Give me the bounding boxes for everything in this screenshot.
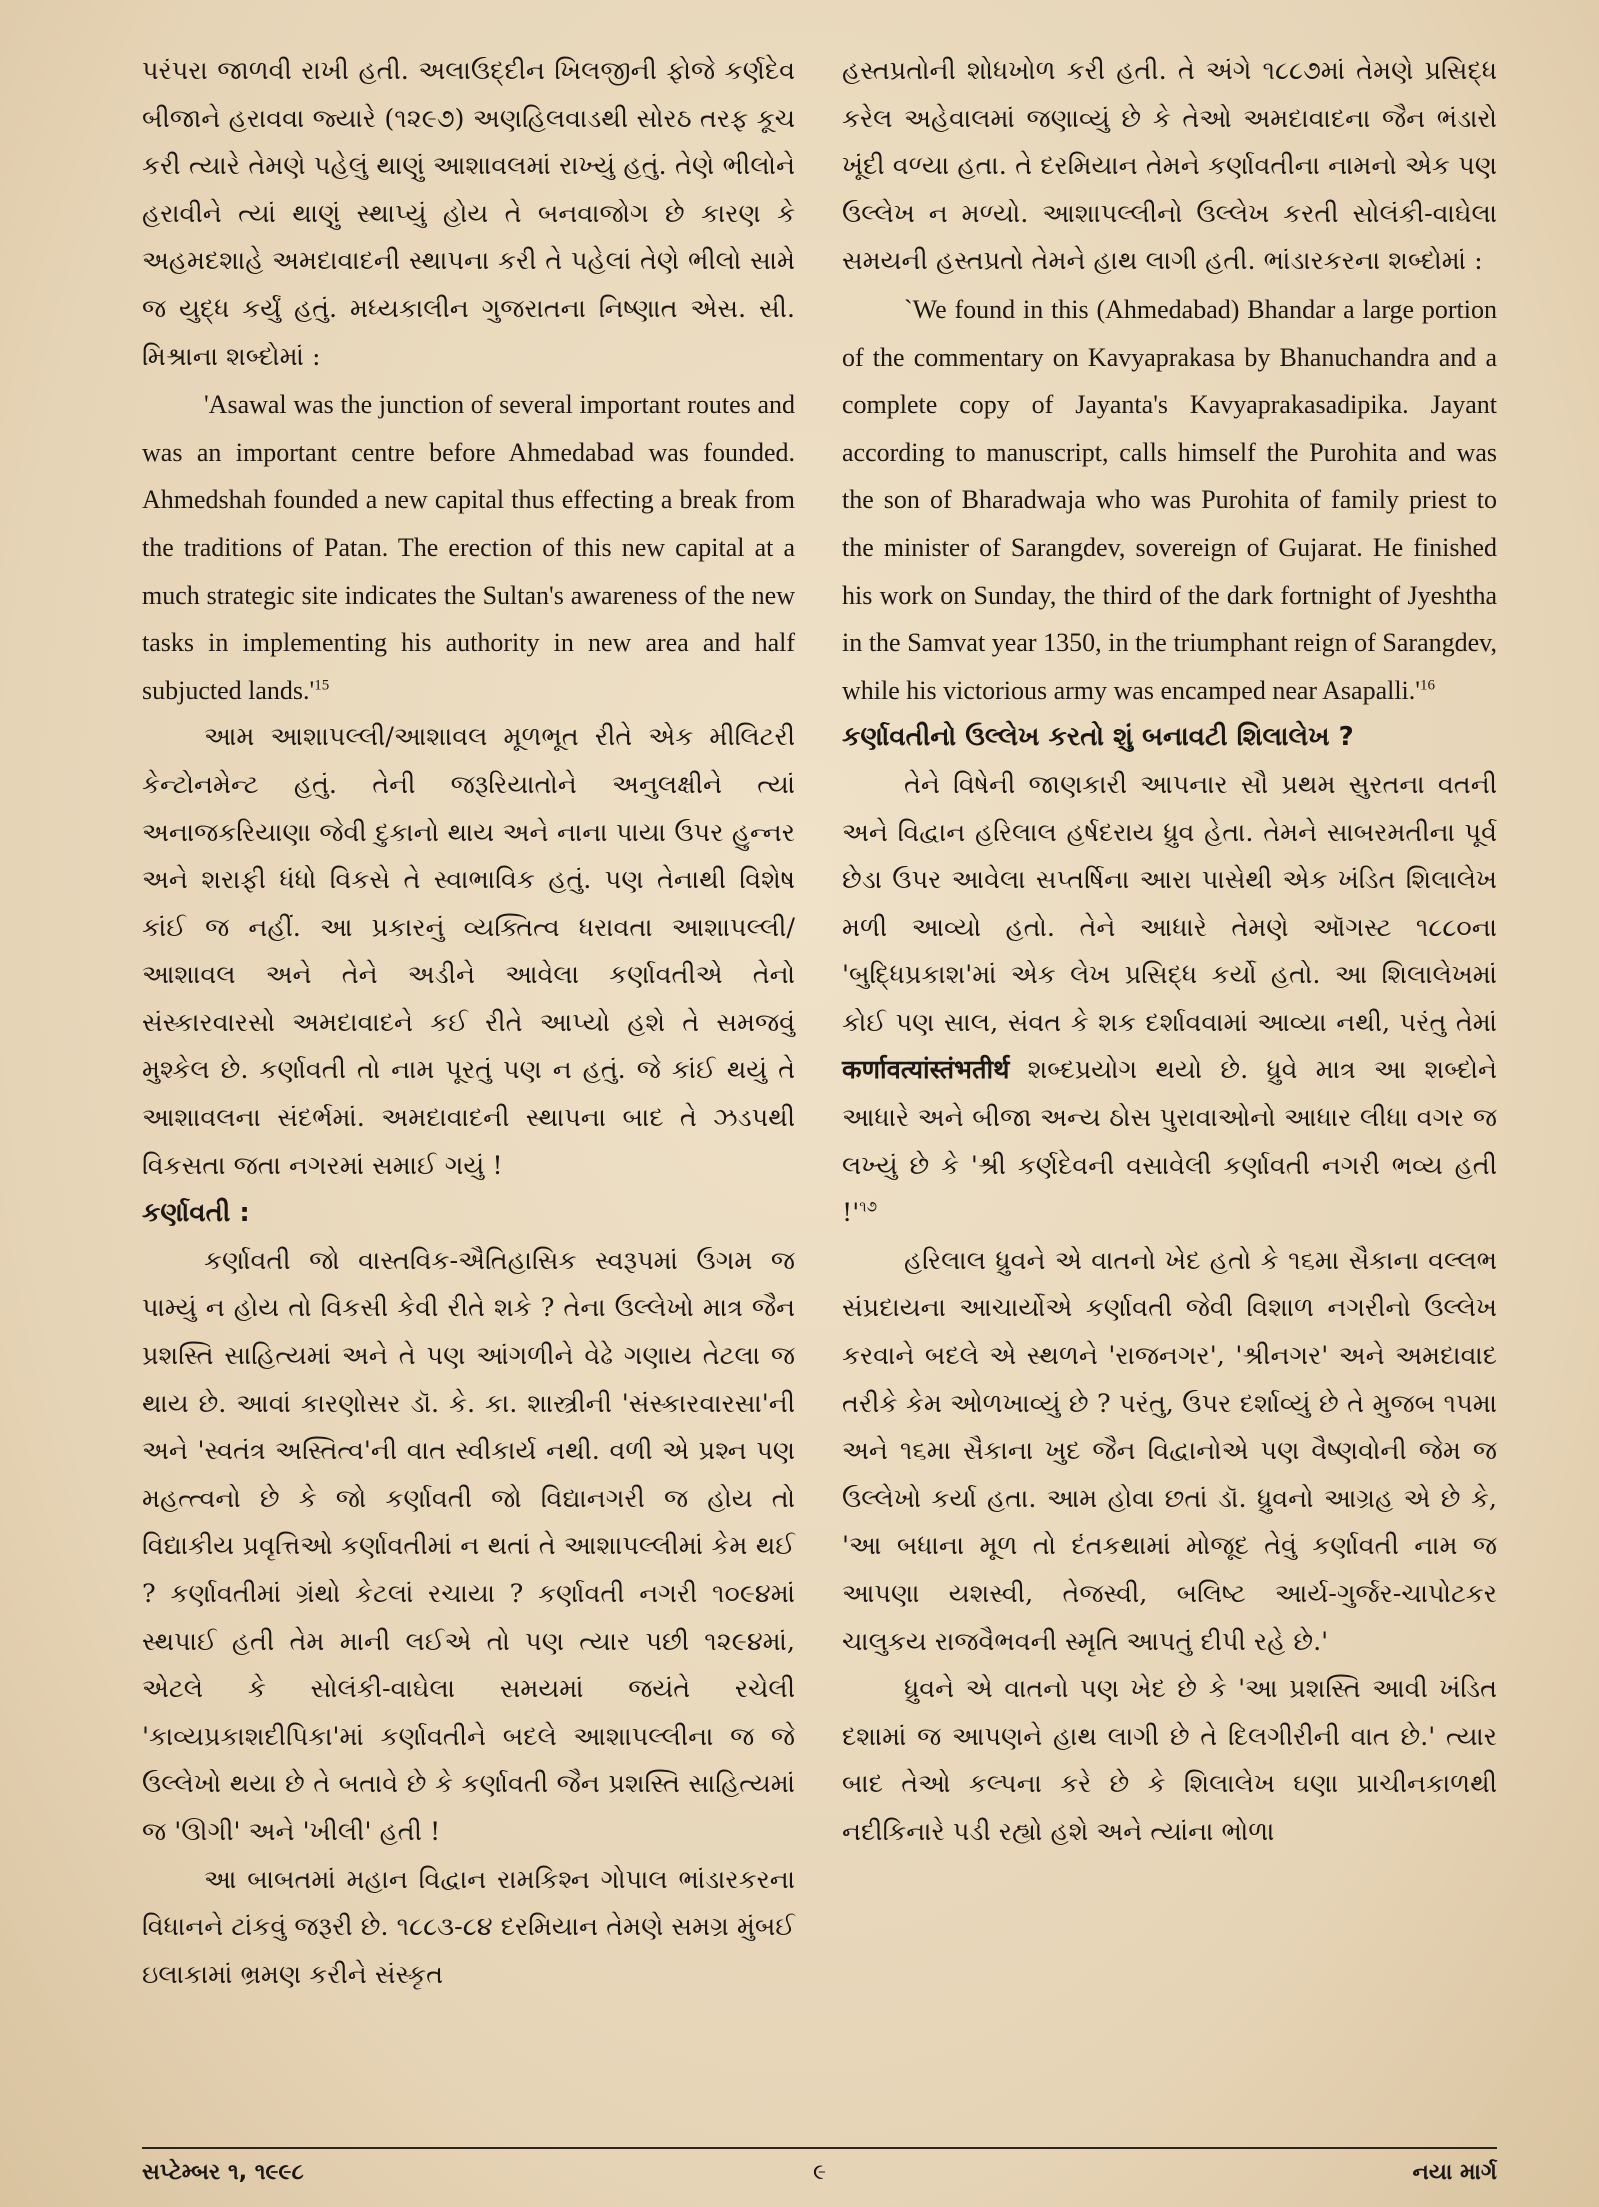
footnote-ref: 15 (314, 677, 330, 694)
paragraph (842, 762, 1497, 1238)
right-column (842, 48, 1497, 1857)
quote-text: 'Asawal was the junction of several important routes and was an important centre before Ahmedabad was founded. Ahmedshah founded a new capital thus effecting a break from the traditions of Patan. The erection of this new capital at a much strategic site indicates the Sultan's awareness of the new tasks in implementing his authority in new area and half subjucted lands.' (142, 390, 795, 705)
section-heading: કર્ણાવતી : (142, 1198, 250, 1229)
paragraph: હસ્તપ્રતોની શોધખોળ કરી હતી. તે અંગે ૧૮૮૭માં તેમણે પ્રસિદ્ધ કરેલ અહેવાલમાં જણાવ્યું છે કે તેઓ અમદાવાદના જૈન ભંડારો ખૂંદી વળ્યા હતા. તે દરમિયાન તેમને કર્ણાવતીના નામનો એક પણ ઉલ્લેખ ન મળ્યો. આશાપલ્લીનો ઉલ્લેખ કરતી સોલંકી-વાઘેલા સમયની હસ્તપ્રતો તેમને હાથ લાગી હતી. ભાંડારકરના શબ્દોમાં : (842, 56, 1497, 277)
footer-rule (142, 2147, 1497, 2149)
quote-misra (142, 381, 795, 714)
paragraph: ધ્રુવને એ વાતનો પણ ખેદ છે કે 'આ પ્રશસ્તિ આવી ખંડિત દશામાં જ આપણને હાથ લાગી છે તે દિલગીરીની વાત છે.' ત્યાર બાદ તેઓ કલ્પના કરે છે કે શિલાલેખ ઘણા પ્રાચીનકાળથી નદીકિનારે પડી રહ્યો હશે અને ત્યાંના ભોળા (842, 1674, 1497, 1847)
footnote-ref: ૧૭ (859, 1197, 878, 1216)
paragraph-text: તેને વિષેની જાણકારી આપનાર સૌ પ્રથમ સુરતના વતની અને વિદ્વાન હરિલાલ હર્ષદરાય ધ્રુવ હેતા. તેમને સાબરમતીના પૂર્વ છેડા ઉપર આવેલા સપ્તર્ષિના આરા પાસેથી એક ખંડિત શિલાલેખ મળી આવ્યો હતો. તેને આધારે તેમણે ઑગસ્ટ ૧૮૮૦ના 'બુદ્ધિપ્રકાશ'માં એક લેખ પ્રસિદ્ધ કર્યો હતો. આ શિલાલેખમાં કોઈ પણ સાલ, સંવત કે શક દર્શાવવામાં આવ્યા નથી, પરંતુ તેમાં (842, 769, 1497, 1038)
left-column (142, 48, 795, 1999)
page-number: ૯ (812, 2160, 827, 2185)
paragraph: આમ આશાપલ્લી/આશાવલ મૂળભૂત રીતે એક મીલિટરી કેન્ટોનમેન્ટ હતું. તેની જરૂરિયાતોને અનુલક્ષીને ત્યાં અનાજકરિયાણા જેવી દુકાનો થાય અને નાના પાયા ઉપર હુન્નર અને શરાફી ધંધો વિકસે તે સ્વાભાવિક હતું. પણ તેનાથી વિશેષ કાંઈ જ નહીં. આ પ્રકારનું વ્યક્તિત્વ ધરાવતા આશાપલ્લી/આશાવલ અને તેને અડીને આવેલા કર્ણાવતીએ તેનો સંસ્કારવારસો અમદાવાદને કઈ રીતે આપ્યો હશે તે સમજવું મુશ્કેલ છે. કર્ણાવતી તો નામ પૂરતું પણ ન હતું. જે કાંઈ થયું તે આશાવલના સંદર્ભમાં. અમદાવાદની સ્થાપના બાદ તે ઝડપથી વિકસતા જતા નગરમાં સમાઈ ગયું ! (142, 722, 795, 1181)
paragraph: હરિલાલ ધ્રુવને એ વાતનો ખેદ હતો કે ૧૬મા સૈકાના વલ્લભ સંપ્રદાયના આચાર્યોએ કર્ણાવતી જેવી વિશાળ નગરીનો ઉલ્લેખ કરવાને બદલે એ સ્થળને 'રાજનગર', 'શ્રીનગર' અને અમદાવાદ તરીકે કેમ ઓળખાવ્યું છે ? પરંતુ, ઉપર દર્શાવ્યું છે તે મુજબ ૧૫મા અને ૧૬મા સૈકાના ખુદ જૈન વિદ્વાનોએ પણ વૈષ્ણવોની જેમ જ ઉલ્લેખો કર્યા હતા. આમ હોવા છતાં ડૉ. ધ્રુવનો આગ્રહ એ છે કે, 'આ બધાના મૂળ તો દંતકથામાં મોજૂદ તેવું કર્ણાવતી નામ જ આપણા યશસ્વી, તેજસ્વી, બલિષ્ટ આર્ય-ગુર્જર-ચાપોટકર ચાલુકય રાજવૈભવની સ્મૃતિ આપતું દીપી રહે છે.' (842, 1245, 1497, 1657)
paragraph-text: શબ્દપ્રયોગ થયો છે. ધ્રુવે માત્ર આ શબ્દોને આધારે અને બીજા અન્ય ઠોસ પુરાવાઓનો આધાર લીધા વગર જ લખ્યું છે કે 'શ્રી કર્ણદેવની વસાવેલી કર્ણાવતી નગરી ભવ્ય હતી !' (842, 1055, 1497, 1229)
quote-bhandarkar (842, 286, 1497, 714)
issue-date: સપ્ટેમ્બર ૧, ૧૯૯૮ (142, 2160, 304, 2185)
magazine-name: નયા માર્ગ (1412, 2160, 1497, 2185)
page-footer (142, 2160, 1497, 2194)
paragraph: પરંપરા જાળવી રાખી હતી. અલાઉદ્દીન ખિલજીની ફોજે કર્ણદેવ બીજાને હરાવવા જ્યારે (૧૨૯૭) અણહિલવાડથી સોરઠ તરફ કૂચ કરી ત્યારે તેમણે પહેલું થાણું આશાવલમાં રાખ્યું હતું. તેણે ભીલોને હરાવીને ત્યાં થાણું સ્થાપ્યું હોય તે બનવાજોગ છે કારણ કે અહમદશાહે અમદાવાદની સ્થાપના કરી તે પહેલાં તેણે ભીલો સામે જ યુદ્ધ કર્યું હતું. મધ્યકાલીન ગુજરાતના નિષ્ણાત એસ. સી. મિશ્રાના શબ્દોમાં : (142, 56, 795, 372)
paragraph: કર્ણાવતી જો વાસ્તવિક-ઐતિહાસિક સ્વરૂપમાં ઉગમ જ પામ્યું ન હોય તો વિકસી કેવી રીતે શકે ? તેના ઉલ્લેખો માત્ર જૈન પ્રશસ્તિ સાહિત્યમાં અને તે પણ આંગળીને વેઢે ગણાય તેટલા જ થાય છે. આવાં કારણોસર ડૉ. કે. કા. શાસ્ત્રીની 'સંસ્કારવારસા'ની અને 'સ્વતંત્ર અસ્તિત્વ'ની વાત સ્વીકાર્ય નથી. વળી એ પ્રશ્ન પણ મહત્ત્વનો છે કે જો કર્ણાવતી જો વિદ્યાનગરી જ હોય તો વિદ્યાકીય પ્રવૃત્તિઓ કર્ણાવતીમાં ન થતાં તે આશાપલ્લીમાં કેમ થઈ ? કર્ણાવતીમાં ગ્રંથો કેટલાં રચાયા ? કર્ણાવતી નગરી ૧૦૯૪માં સ્થપાઈ હતી તેમ માની લઈએ તો પણ ત્યાર પછી ૧૨૯૪માં, એટલે કે સોલંકી-વાઘેલા સમયમાં જયંતે રચેલી 'કાવ્યપ્રકાશદીપિકા'માં કર્ણાવતીને બદલે આશાપલ્લીના જ જે ઉલ્લેખો થયા છે તે બતાવે છે કે કર્ણાવતી જૈન પ્રશસ્તિ સાહિત્યમાં જ 'ઊગી' અને 'ખીલી' હતી ! (142, 1245, 795, 1847)
sanskrit-term: कर्णावत्यांस्तंभतीर्थ (842, 1055, 1010, 1086)
footnote-ref: 16 (1419, 677, 1435, 694)
paragraph: આ બાબતમાં મહાન વિદ્વાન રામકિશ્ન ગોપાલ ભાંડારકરના વિધાનને ટાંકવું જરૂરી છે. ૧૮૮૩-૮૪ દરમિયાન તેમણે સમગ્ર મુંબઈ ઇલાકામાં ભ્રમણ કરીને સંસ્કૃત (142, 1864, 795, 1990)
quote-text: `We found in this (Ahmedabad) Bhandar a large portion of the commentary on Kavyaprakasa by Bhanuchandra and a complete copy of Jayanta's Kavyaprakasadipika. Jayant according to manuscript, calls himself the Purohita and was the son of Bharadwaja who was Purohita of family priest to the minister of Sarangdev, sovereign of Gujarat. He finished his work on Sunday, the third of the dark fortnight of Jyeshtha in the Samvat year 1350, in the triumphant reign of Sarangdev, while his victorious army was encamped near Asapalli.' (842, 294, 1497, 705)
section-heading: કર્ણાવતીનો ઉલ્લેખ કરતો શું બનાવટી શિલાલેખ ? (842, 722, 1354, 753)
